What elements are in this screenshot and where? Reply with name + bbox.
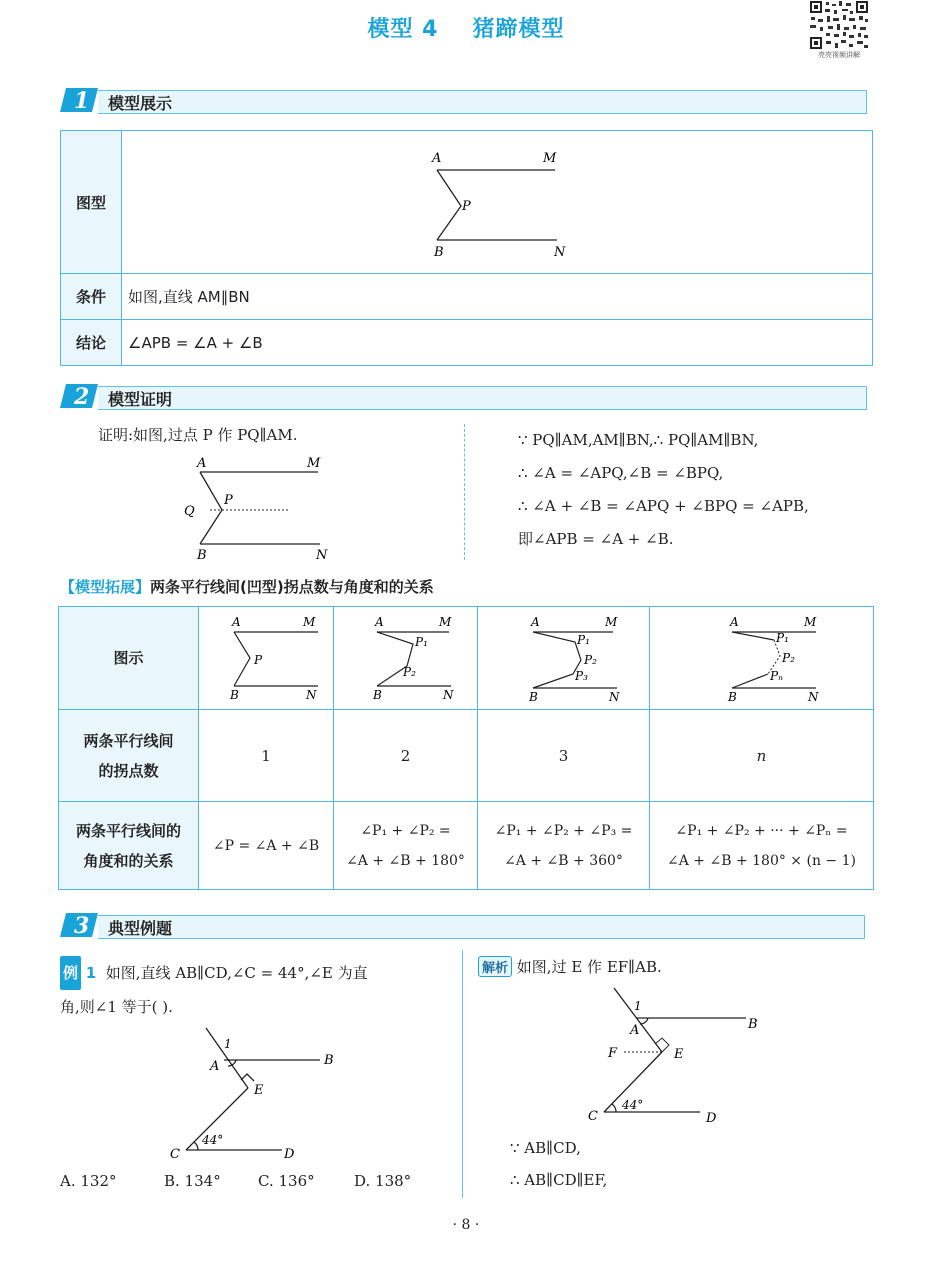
label-B: B [748,1017,758,1032]
analysis-steps [510,1132,607,1196]
section3-bar [98,915,865,939]
label-F: F [608,1046,618,1061]
extension-table [58,606,874,890]
label-P1: P₁ [775,631,789,645]
label-C: C [170,1147,180,1162]
proof-line: ∴ ∠A + ∠B = ∠APQ + ∠BPQ = ∠APB, [518,497,809,515]
relation-line: ∠A + ∠B + 180° [346,852,465,869]
label-A: A [432,151,442,166]
example-figure [150,1024,350,1164]
option-a[interactable]: A. 132° [60,1172,117,1190]
condition-text: 如图,直线 AM∥BN [122,274,873,320]
label-D: D [284,1147,295,1162]
label-P: P [462,199,471,214]
section2-title: 模型证明 [108,390,173,409]
head-line: 角度和的关系 [83,851,174,870]
qr-caption: 亮亮视频讲解 [818,51,860,59]
analysis-figure [580,986,780,1126]
relation-line: ∠P₁ + ∠P₂ + ··· + ∠Pₙ = [675,822,848,839]
row-head-figure: 图型 [61,131,122,274]
analysis-line: ∴ AB∥CD∥EF, [510,1171,608,1189]
label-Q: Q [184,504,195,519]
section-number-icon [60,382,100,410]
label-B: B [324,1053,334,1068]
figure-cell [122,131,873,274]
table-row [59,802,874,890]
ext-figure-cell [478,607,650,710]
label-Pn: Pₙ [769,669,783,683]
label-N: N [554,245,566,260]
label-A: A [232,615,241,629]
section3-number: 3 [74,913,90,939]
section-number-icon [60,86,100,114]
label-B: B [372,688,382,702]
label-B: B [230,688,239,702]
extension-title-text: 两条平行线间(凹型)拐点数与角度和的关系 [150,578,434,596]
proof-figure [180,452,340,564]
row-head-conclusion: 结论 [61,320,122,366]
label-B: B [727,690,737,704]
ext-head-relation [59,802,199,890]
section2-bar [98,386,867,410]
analysis-intro [478,956,662,977]
section2-number: 2 [74,384,90,410]
extension-bracket: 【模型拓展】 [60,578,151,596]
ext-figure-4 [662,608,862,704]
proof-divider [464,424,465,560]
relation-cell [478,802,650,890]
label-D: D [706,1111,717,1126]
proof-intro: 证明:如图,过点 P 作 PQ∥AM. [98,426,298,444]
label-N: N [306,688,317,702]
ext-figure-2 [341,608,471,704]
label-M: M [307,456,321,471]
question-text: 如图,直线 AB∥CD,∠C = 44°,∠E 为直 [105,964,368,982]
example-badge: 例 [60,956,81,990]
relation-cell [334,802,478,890]
label-N: N [608,690,619,704]
example-number: 1 [85,964,97,982]
label-B: B [528,690,538,704]
relation-cell [650,802,874,890]
analysis-badge: 解析 [478,956,512,977]
label-angle: 44° [202,1133,224,1147]
relation-line: ∠A + ∠B + 180° × (n − 1) [667,852,856,869]
label-E: E [674,1047,684,1062]
label-M: M [303,615,316,629]
qr-code-icon[interactable] [808,0,870,50]
option-b[interactable]: B. 134° [164,1172,221,1190]
label-angle: 44° [622,1098,644,1112]
table-row [61,131,873,274]
label-E: E [254,1083,264,1098]
table-row [59,710,874,802]
label-M: M [604,615,617,629]
label-C: C [588,1109,598,1124]
proof-line: ∴ ∠A = ∠APQ,∠B = ∠BPQ, [518,464,724,482]
label-P3: P₃ [574,669,588,683]
model-table [60,130,873,366]
page-number: · 8 · [452,1217,480,1233]
proof-line: 即∠APB = ∠A + ∠B. [518,530,674,548]
label-P1: P₁ [576,633,590,647]
ext-figure-cell [650,607,874,710]
row-head-condition: 条件 [61,274,122,320]
label-N: N [807,690,818,704]
table-row [59,607,874,710]
label-M: M [803,615,816,629]
ext-head-count [59,710,199,802]
label-A: A [729,615,739,629]
extension-title [60,576,434,597]
relation-cell [199,802,334,890]
page-title [0,12,932,43]
head-line: 两条平行线间的 [75,821,181,840]
relation-line: ∠P = ∠A + ∠B [212,837,320,854]
option-c[interactable]: C. 136° [258,1172,315,1190]
example-question [60,956,460,1024]
label-N: N [442,688,453,702]
ext-head-figure: 图示 [59,607,199,710]
table-row [61,274,873,320]
option-d[interactable]: D. 138° [354,1172,412,1190]
relation-line: ∠A + ∠B + 360° [504,852,623,869]
analysis-line: ∵ AB∥CD, [510,1139,581,1157]
analysis-intro-text: 如图,过 E 作 EF∥AB. [516,958,662,976]
section1-title: 模型展示 [108,94,173,113]
label-M: M [438,615,451,629]
label-A: A [210,1059,220,1074]
proof-steps [518,424,809,556]
question-line [60,956,460,990]
label-A: A [374,615,384,629]
count-cell: 2 [334,710,478,802]
label-P: P [254,653,263,667]
ext-figure-1 [206,608,326,704]
ext-figure-cell [334,607,478,710]
label-P1: P₁ [414,635,428,649]
section1-bar [98,90,867,114]
section3-title: 典型例题 [108,919,173,938]
label-P2: P₂ [583,653,597,667]
label-M: M [543,151,557,166]
label-1: 1 [634,999,642,1013]
ext-figure-cell [199,607,334,710]
section1-number: 1 [74,88,90,114]
model-figure [123,132,863,268]
conclusion-text: ∠APB = ∠A + ∠B [122,320,873,366]
count-cell: 3 [478,710,650,802]
label-B: B [434,245,444,260]
label-1: 1 [224,1037,232,1051]
head-line: 的拐点数 [98,761,159,780]
label-P2: P₂ [402,665,416,679]
label-B: B [197,548,207,563]
label-A: A [630,1023,640,1038]
section-number-icon [60,911,100,939]
head-line: 两条平行线间 [83,731,174,750]
example-divider [462,950,463,1198]
relation-line: ∠P₁ + ∠P₂ = [360,822,451,839]
label-P2: P₂ [781,651,795,665]
table-row [61,320,873,366]
label-A: A [530,615,540,629]
label-P: P [224,493,233,508]
count-cell: n [650,710,874,802]
relation-line: ∠P₁ + ∠P₂ + ∠P₃ = [494,822,633,839]
title-part2: 猪蹄模型 [472,17,565,42]
count-cell: 1 [199,710,334,802]
ext-figure-3 [489,608,639,704]
question-line: 角,则∠1 等于( ). [60,998,173,1016]
options [60,1172,460,1190]
label-A: A [197,456,207,471]
title-part1: 模型 4 [367,17,439,42]
label-N: N [316,548,328,563]
proof-line: ∵ PQ∥AM,AM∥BN,∴ PQ∥AM∥BN, [518,431,759,449]
